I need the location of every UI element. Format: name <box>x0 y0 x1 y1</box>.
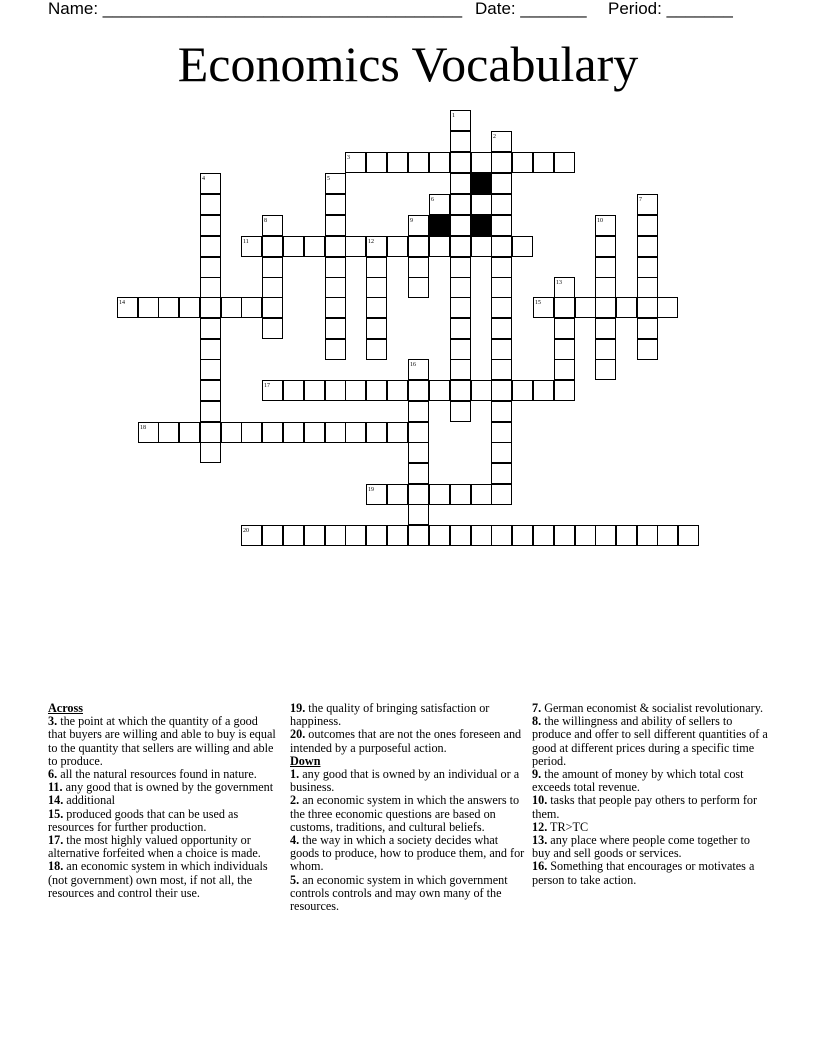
grid-cell[interactable] <box>263 298 283 318</box>
grid-cell[interactable] <box>388 237 408 257</box>
cell-number: 2 <box>493 134 496 140</box>
grid-cell[interactable] <box>513 153 533 173</box>
grid-cell[interactable] <box>596 360 616 380</box>
grid-cell[interactable] <box>367 258 387 278</box>
down-clue <box>290 768 526 794</box>
grid-cell[interactable] <box>201 381 221 401</box>
cell-number: 9 <box>410 218 413 224</box>
grid-cell[interactable] <box>409 526 429 546</box>
cell-number: 17 <box>264 383 270 389</box>
clue-text: the way in which a society decides what goods to produce, how to produce them, and for whom. <box>290 833 525 874</box>
grid-cell[interactable] <box>492 258 512 278</box>
across-clue <box>290 702 526 728</box>
grid-cell[interactable] <box>201 258 221 278</box>
grid-cell[interactable] <box>201 340 221 360</box>
grid-cell[interactable] <box>638 237 658 257</box>
grid-cell[interactable] <box>284 526 304 546</box>
grid-cell[interactable] <box>513 237 533 257</box>
grid-cell[interactable] <box>638 340 658 360</box>
grid-cell[interactable] <box>492 360 512 380</box>
grid-cell[interactable] <box>367 153 387 173</box>
grid-cell[interactable] <box>534 526 554 546</box>
grid-cell[interactable] <box>679 526 699 546</box>
grid-cell[interactable] <box>305 381 325 401</box>
grid-cell[interactable] <box>451 340 471 360</box>
grid-cell[interactable] <box>326 319 346 339</box>
clue-text: an economic system in which individuals (not government) own most, if not all, the resources and control their use. <box>48 859 268 900</box>
grid-cell[interactable] <box>263 526 283 546</box>
grid-cell[interactable] <box>534 381 554 401</box>
grid-cell[interactable] <box>367 278 387 298</box>
clue-text: the quality of bringing satisfaction or happiness. <box>290 701 490 729</box>
grid-cell[interactable] <box>596 278 616 298</box>
grid-cell[interactable] <box>326 216 346 236</box>
grid-cell[interactable] <box>346 423 366 443</box>
cell-number: 11 <box>243 239 249 245</box>
grid-cell[interactable] <box>492 526 512 546</box>
down-clue <box>532 860 768 886</box>
grid-cell[interactable] <box>492 381 512 401</box>
grid-cell[interactable] <box>326 423 346 443</box>
grid-cell[interactable] <box>388 485 408 505</box>
grid-cell[interactable] <box>409 258 429 278</box>
grid-cell[interactable] <box>201 319 221 339</box>
grid-cell[interactable] <box>201 278 221 298</box>
clue-text: produced goods that can be used as resources for further production. <box>48 806 239 834</box>
clue-number: 5. <box>290 872 300 887</box>
grid-cell[interactable] <box>326 237 346 257</box>
grid-cell[interactable] <box>409 153 429 173</box>
clue-text: any good that is owned by an individual or a business. <box>290 767 520 795</box>
grid-cell[interactable] <box>492 402 512 422</box>
grid-cell[interactable] <box>430 381 450 401</box>
grid-cell[interactable] <box>326 340 346 360</box>
grid-cell[interactable] <box>638 258 658 278</box>
name-field-label[interactable]: Name: ______________________________________ <box>48 0 463 18</box>
across-clue <box>48 715 278 768</box>
grid-cell[interactable] <box>305 237 325 257</box>
clue-number: 7. <box>532 701 542 715</box>
grid-cell[interactable] <box>492 174 512 194</box>
grid-cell[interactable] <box>576 298 596 318</box>
grid-cell[interactable] <box>513 381 533 401</box>
grid-cell[interactable] <box>451 195 471 215</box>
grid-cell[interactable] <box>451 258 471 278</box>
across-clue <box>48 808 278 834</box>
grid-cell[interactable] <box>617 526 637 546</box>
grid-cell[interactable] <box>326 278 346 298</box>
grid-cell[interactable] <box>451 216 471 236</box>
clue-number: 10. <box>532 793 548 808</box>
grid-cell[interactable] <box>638 278 658 298</box>
clue-number: 13. <box>532 833 548 848</box>
clue-number: 17. <box>48 833 64 848</box>
grid-cell[interactable] <box>492 298 512 318</box>
grid-cell[interactable] <box>492 319 512 339</box>
grid-cell[interactable] <box>513 526 533 546</box>
grid-cell[interactable] <box>180 298 200 318</box>
down-clue <box>532 768 768 794</box>
grid-cell[interactable] <box>263 278 283 298</box>
grid-cell[interactable] <box>222 298 242 318</box>
period-field-label[interactable]: Period: _______ <box>608 0 733 18</box>
grid-cell[interactable] <box>305 526 325 546</box>
grid-cell[interactable] <box>492 443 512 463</box>
grid-cell[interactable] <box>451 381 471 401</box>
clue-text: any good that is owned by the government <box>62 780 274 795</box>
cell-number: 1 <box>452 113 455 119</box>
clue-number: 6. <box>48 767 58 782</box>
clue-text: the most highly valued opportunity or alternative forfeited when a choice is made. <box>48 833 261 861</box>
grid-cell[interactable] <box>242 298 262 318</box>
grid-cell[interactable] <box>409 278 429 298</box>
grid-cell[interactable] <box>180 423 200 443</box>
clue-number: 1. <box>290 767 300 782</box>
clue-number: 12. <box>532 819 548 834</box>
grid-cell[interactable] <box>596 298 616 318</box>
clues-column-3 <box>532 702 768 887</box>
grid-cell[interactable] <box>492 278 512 298</box>
clue-text: the amount of money by which total cost exceeds total revenue. <box>532 767 744 795</box>
cell-number: 8 <box>264 218 267 224</box>
grid-cell[interactable] <box>451 237 471 257</box>
cell-number: 6 <box>431 197 434 203</box>
down-heading: Down <box>290 753 321 768</box>
cell-number: 20 <box>243 528 249 534</box>
grid-cell[interactable] <box>638 526 658 546</box>
clue-text: the willingness and ability of sellers to produce and offer to sell different quantities of a good at different prices during a specific time period. <box>532 714 768 768</box>
grid-cell[interactable] <box>534 153 554 173</box>
grid-cell[interactable] <box>451 319 471 339</box>
date-field-label[interactable]: Date: _______ <box>475 0 587 18</box>
grid-cell[interactable] <box>305 423 325 443</box>
grid-cell[interactable] <box>555 360 575 380</box>
grid-cell[interactable] <box>409 423 429 443</box>
cell-number: 19 <box>368 487 374 493</box>
clue-text: TR>TC <box>547 819 589 834</box>
grid-cell[interactable] <box>617 298 637 318</box>
grid-cell[interactable] <box>430 237 450 257</box>
clue-number: 15. <box>48 806 64 821</box>
grid-cell[interactable] <box>284 381 304 401</box>
grid-cell[interactable] <box>201 402 221 422</box>
grid-cell[interactable] <box>492 423 512 443</box>
grid-cell[interactable] <box>555 298 575 318</box>
cell-number: 14 <box>119 300 125 306</box>
clue-number: 2. <box>290 793 300 808</box>
grid-cell[interactable] <box>388 526 408 546</box>
clue-number: 9. <box>532 767 542 782</box>
grid-cell[interactable] <box>201 237 221 257</box>
grid-cell[interactable] <box>388 381 408 401</box>
cell-number: 18 <box>140 425 146 431</box>
clue-text: an economic system in which the answers to the three economic questions are based on customs, traditions, and cultural beliefs. <box>290 793 520 834</box>
grid-cell[interactable] <box>263 258 283 278</box>
grid-cell[interactable] <box>451 174 471 194</box>
clue-number: 3. <box>48 714 58 729</box>
grid-cell[interactable] <box>555 526 575 546</box>
black-cell <box>472 174 492 194</box>
clue-text: all the natural resources found in nature. <box>57 767 257 782</box>
grid-cell[interactable] <box>263 319 283 339</box>
grid-cell[interactable] <box>492 485 512 505</box>
grid-cell[interactable] <box>367 381 387 401</box>
grid-cell[interactable] <box>555 340 575 360</box>
cell-number: 12 <box>368 239 374 245</box>
grid-cell[interactable] <box>472 526 492 546</box>
grid-cell[interactable] <box>367 319 387 339</box>
grid-cell[interactable] <box>451 278 471 298</box>
clue-number: 11. <box>48 780 63 795</box>
grid-cell[interactable] <box>596 237 616 257</box>
grid-cell[interactable] <box>596 340 616 360</box>
grid-cell[interactable] <box>451 485 471 505</box>
clue-number: 16. <box>532 859 548 874</box>
grid-cell[interactable] <box>284 423 304 443</box>
down-clue <box>290 874 526 914</box>
grid-cell[interactable] <box>326 258 346 278</box>
clue-number: 18. <box>48 859 64 874</box>
grid-cell[interactable] <box>576 526 596 546</box>
grid-cell[interactable] <box>346 526 366 546</box>
grid-cell[interactable] <box>326 298 346 318</box>
clue-number: 4. <box>290 833 300 848</box>
grid-cell[interactable] <box>492 237 512 257</box>
grid-cell[interactable] <box>201 195 221 215</box>
grid-cell[interactable] <box>492 153 512 173</box>
cell-number: 4 <box>202 176 205 182</box>
grid-cell[interactable] <box>492 340 512 360</box>
grid-cell[interactable] <box>409 402 429 422</box>
cell-number: 13 <box>556 280 562 286</box>
clue-text: an economic system in which government controls controls and may own many of the resources. <box>290 872 508 914</box>
grid-cell[interactable] <box>201 423 221 443</box>
grid-cell[interactable] <box>201 216 221 236</box>
clue-number: 20. <box>290 727 306 742</box>
grid-cell[interactable] <box>451 132 471 152</box>
grid-cell[interactable] <box>451 360 471 380</box>
grid-cell[interactable] <box>430 526 450 546</box>
grid-cell[interactable] <box>409 443 429 463</box>
across-clue <box>290 728 526 754</box>
grid-cell[interactable] <box>388 153 408 173</box>
clues-column-2 <box>290 702 526 913</box>
down-clue <box>290 834 526 874</box>
down-clue <box>532 794 768 820</box>
grid-cell[interactable] <box>346 237 366 257</box>
grid-cell[interactable] <box>409 381 429 401</box>
grid-cell[interactable] <box>596 319 616 339</box>
grid-cell[interactable] <box>451 153 471 173</box>
grid-cell[interactable] <box>451 526 471 546</box>
grid-cell[interactable] <box>472 195 492 215</box>
grid-cell[interactable] <box>409 505 429 525</box>
clue-text: outcomes that are not the ones foreseen and intended by a purposeful action. <box>290 727 522 755</box>
grid-cell[interactable] <box>367 298 387 318</box>
grid-cell[interactable] <box>201 443 221 463</box>
grid-cell[interactable] <box>596 526 616 546</box>
clue-text: the point at which the quantity of a good that buyers are willing and able to buy is equal to the quantity that sellers are willing and able to produce. <box>48 714 276 768</box>
grid-cell[interactable] <box>139 298 159 318</box>
grid-cell[interactable] <box>263 237 283 257</box>
grid-cell[interactable] <box>638 216 658 236</box>
grid-cell[interactable] <box>472 237 492 257</box>
grid-cell[interactable] <box>388 423 408 443</box>
cell-number: 3 <box>347 155 350 161</box>
grid-cell[interactable] <box>367 423 387 443</box>
down-clue <box>532 715 768 768</box>
grid-cell[interactable] <box>326 381 346 401</box>
grid-cell[interactable] <box>451 298 471 318</box>
across-heading: Across <box>48 701 83 715</box>
clue-text: additional <box>63 793 116 808</box>
grid-cell[interactable] <box>201 360 221 380</box>
grid-cell[interactable] <box>638 319 658 339</box>
page-title: Economics Vocabulary <box>177 36 639 92</box>
grid-cell[interactable] <box>159 423 179 443</box>
cell-number: 7 <box>639 197 642 203</box>
grid-cell[interactable] <box>492 464 512 484</box>
clue-text: tasks that people pay others to perform for them. <box>532 793 758 821</box>
grid-cell[interactable] <box>638 298 658 318</box>
cell-number: 5 <box>327 176 330 182</box>
grid-cell[interactable] <box>242 423 262 443</box>
cell-number: 10 <box>597 218 603 224</box>
clues-column-1 <box>48 702 278 900</box>
clue-number: 8. <box>532 714 542 729</box>
across-clue <box>48 860 278 900</box>
grid-cell[interactable] <box>326 195 346 215</box>
grid-cell[interactable] <box>658 298 678 318</box>
grid-cell[interactable] <box>658 526 678 546</box>
grid-cell[interactable] <box>555 153 575 173</box>
grid-cell[interactable] <box>346 381 366 401</box>
grid-cell[interactable] <box>555 381 575 401</box>
grid-cell[interactable] <box>222 423 242 443</box>
grid-cell[interactable] <box>284 237 304 257</box>
clue-text: any place where people come together to buy and sell goods or services. <box>532 833 750 861</box>
grid-cell[interactable] <box>430 153 450 173</box>
across-clue <box>48 834 278 860</box>
grid-cell[interactable] <box>472 153 492 173</box>
grid-cell[interactable] <box>430 485 450 505</box>
grid-cell[interactable] <box>451 402 471 422</box>
clue-number: 19. <box>290 701 306 715</box>
cell-number: 16 <box>410 362 416 368</box>
grid-cell[interactable] <box>472 381 492 401</box>
grid-cell[interactable] <box>472 485 492 505</box>
grid-cell[interactable] <box>367 340 387 360</box>
grid-cell[interactable] <box>263 423 283 443</box>
black-cell <box>430 216 450 236</box>
grid-cell[interactable] <box>326 526 346 546</box>
cell-number: 15 <box>535 300 541 306</box>
clue-text: Something that encourages or motivates a person to take action. <box>532 859 755 887</box>
grid-cell[interactable] <box>367 526 387 546</box>
black-cell <box>472 216 492 236</box>
grid-cell[interactable] <box>596 258 616 278</box>
grid-cell[interactable] <box>409 464 429 484</box>
clue-number: 14. <box>48 793 64 808</box>
grid-cell[interactable] <box>409 237 429 257</box>
grid-cell[interactable] <box>159 298 179 318</box>
grid-cell[interactable] <box>201 298 221 318</box>
grid-cell[interactable] <box>492 216 512 236</box>
grid-cell[interactable] <box>555 319 575 339</box>
down-clue <box>532 834 768 860</box>
grid-cell[interactable] <box>492 195 512 215</box>
clue-text: German economist & socialist revolutionary. <box>541 701 764 715</box>
grid-cell[interactable] <box>409 485 429 505</box>
down-clue <box>290 794 526 834</box>
